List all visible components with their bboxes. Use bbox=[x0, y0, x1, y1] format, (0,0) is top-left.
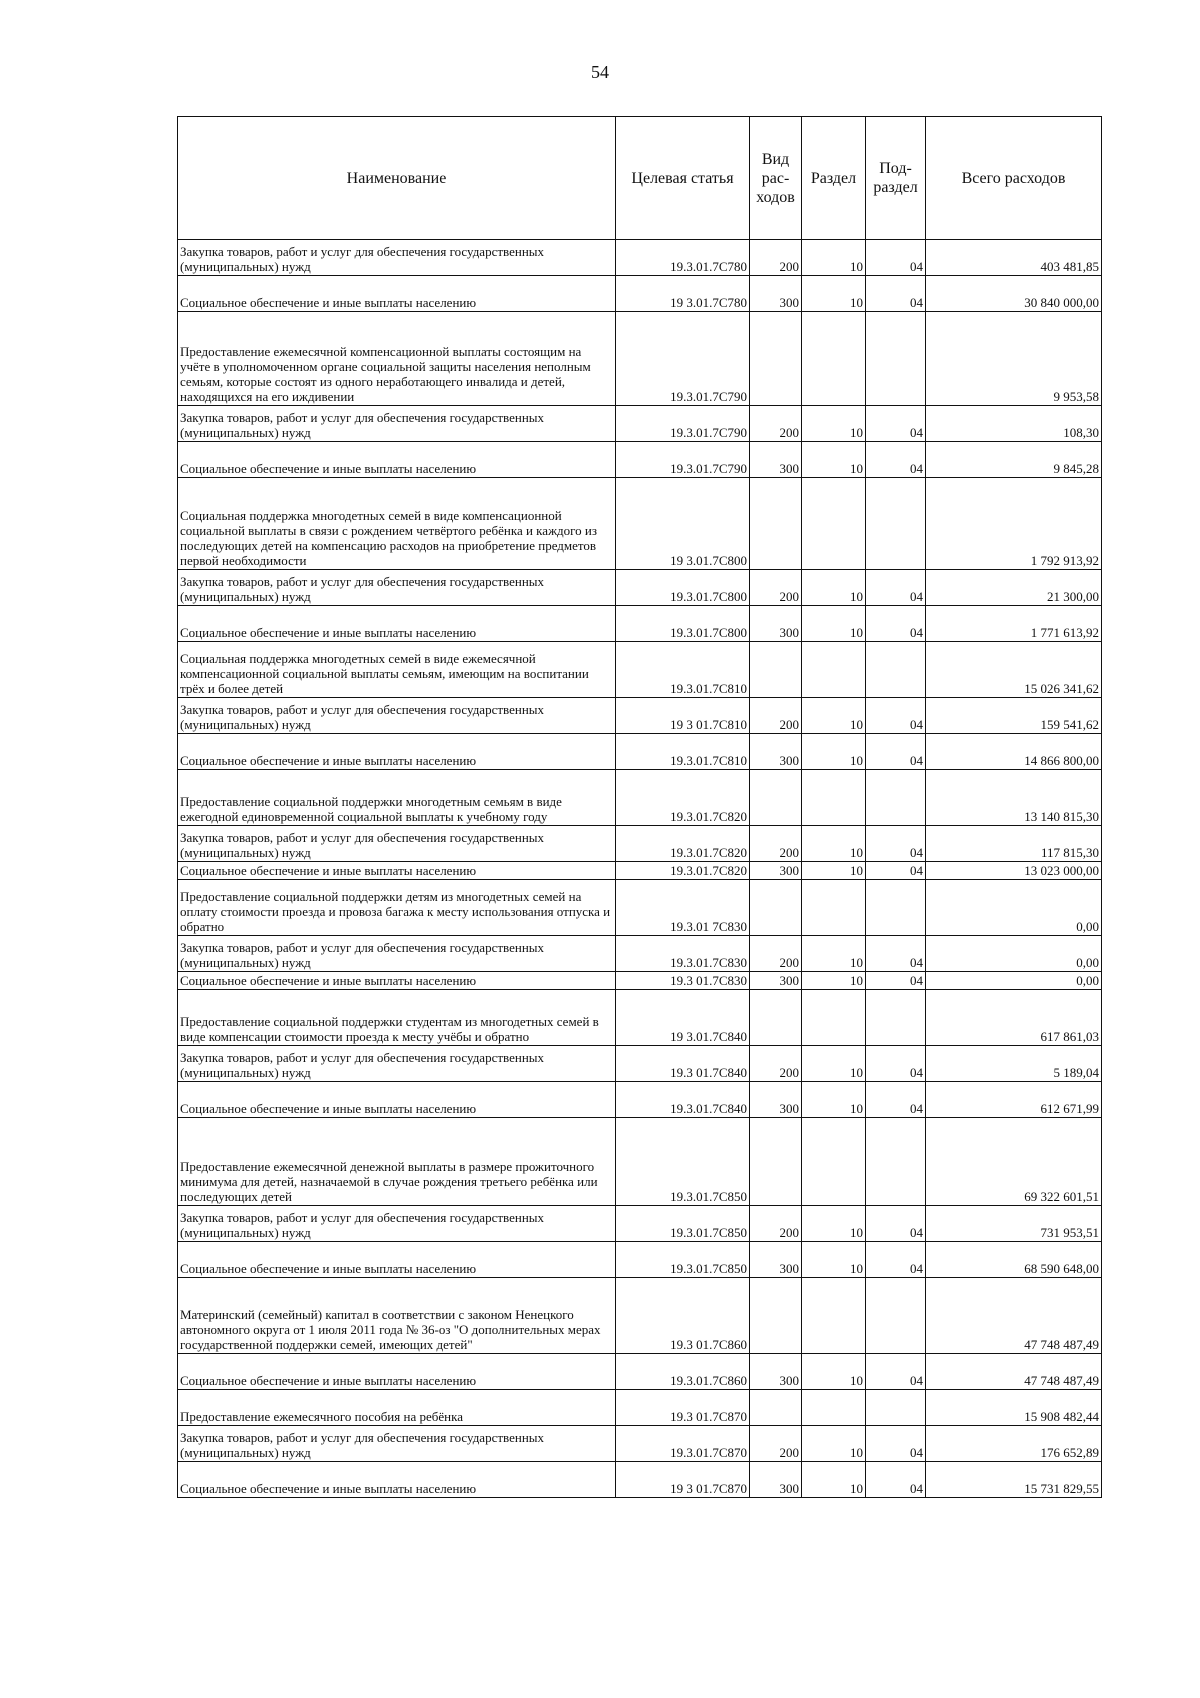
table-row bbox=[178, 1462, 1102, 1498]
row-expense-type: 200 bbox=[750, 1206, 802, 1242]
row-name: Закупка товаров, работ и услуг для обеспечения государственных (муниципальных) нужд bbox=[178, 826, 616, 862]
row-target-article: 19.3.01.7С800 bbox=[616, 606, 750, 642]
row-expense-type: 200 bbox=[750, 936, 802, 972]
row-expense-type: 200 bbox=[750, 1426, 802, 1462]
row-total: 612 671,99 bbox=[926, 1082, 1102, 1118]
row-subsection: 04 bbox=[866, 240, 926, 276]
row-total: 15 908 482,44 bbox=[926, 1390, 1102, 1426]
row-target-article: 19.3.01.7С790 bbox=[616, 442, 750, 478]
row-name: Социальное обеспечение и иные выплаты населению bbox=[178, 276, 616, 312]
row-name: Закупка товаров, работ и услуг для обеспечения государственных (муниципальных) нужд bbox=[178, 936, 616, 972]
row-target-article: 19.3.01.7С810 bbox=[616, 734, 750, 770]
row-total: 47 748 487,49 bbox=[926, 1278, 1102, 1354]
table-row bbox=[178, 770, 1102, 826]
row-section: 10 bbox=[802, 1354, 866, 1390]
table-row bbox=[178, 642, 1102, 698]
row-total: 1 771 613,92 bbox=[926, 606, 1102, 642]
row-expense-type: 200 bbox=[750, 406, 802, 442]
row-name: Социальное обеспечение и иные выплаты населению bbox=[178, 862, 616, 880]
row-section: 10 bbox=[802, 698, 866, 734]
row-subsection: 04 bbox=[866, 570, 926, 606]
row-name: Социальное обеспечение и иные выплаты населению bbox=[178, 1242, 616, 1278]
row-subsection: 04 bbox=[866, 734, 926, 770]
row-target-article: 19.3.01.7С850 bbox=[616, 1118, 750, 1206]
row-name: Закупка товаров, работ и услуг для обеспечения государственных (муниципальных) нужд bbox=[178, 1046, 616, 1082]
row-expense-type bbox=[750, 770, 802, 826]
row-total: 117 815,30 bbox=[926, 826, 1102, 862]
table-row bbox=[178, 1082, 1102, 1118]
row-expense-type: 300 bbox=[750, 606, 802, 642]
row-section bbox=[802, 478, 866, 570]
row-expense-type: 300 bbox=[750, 862, 802, 880]
row-subsection: 04 bbox=[866, 406, 926, 442]
header-section: Раздел bbox=[802, 117, 866, 240]
table-row bbox=[178, 1390, 1102, 1426]
row-name: Социальное обеспечение и иные выплаты населению bbox=[178, 972, 616, 990]
row-expense-type: 300 bbox=[750, 276, 802, 312]
row-section: 10 bbox=[802, 1462, 866, 1498]
row-expense-type: 300 bbox=[750, 1462, 802, 1498]
row-target-article: 19.3.01.7С870 bbox=[616, 1426, 750, 1462]
row-total: 15 731 829,55 bbox=[926, 1462, 1102, 1498]
row-subsection: 04 bbox=[866, 276, 926, 312]
table-row bbox=[178, 1118, 1102, 1206]
row-subsection: 04 bbox=[866, 862, 926, 880]
row-total: 13 023 000,00 bbox=[926, 862, 1102, 880]
row-target-article: 19.3 01.7С840 bbox=[616, 1046, 750, 1082]
row-name: Предоставление социальной поддержки детям из многодетных семей на оплату стоимости проезда и провоза багажа к месту использования отпуска и обратно bbox=[178, 880, 616, 936]
row-section bbox=[802, 1390, 866, 1426]
row-name: Закупка товаров, работ и услуг для обеспечения государственных (муниципальных) нужд bbox=[178, 240, 616, 276]
table-row bbox=[178, 442, 1102, 478]
row-expense-type: 300 bbox=[750, 1242, 802, 1278]
row-total: 0,00 bbox=[926, 936, 1102, 972]
table-row bbox=[178, 990, 1102, 1046]
row-name: Предоставление ежемесячной компенсационной выплаты состоящим на учёте в уполномоченном органе социальной защиты населения неполным семьям, которые состоят из одного неработающего инвалида и детей, находящихся на его иждивении bbox=[178, 312, 616, 406]
row-target-article: 19.3.01.7С820 bbox=[616, 770, 750, 826]
row-total: 5 189,04 bbox=[926, 1046, 1102, 1082]
row-name: Закупка товаров, работ и услуг для обеспечения государственных (муниципальных) нужд bbox=[178, 698, 616, 734]
row-name: Предоставление ежемесячной денежной выплаты в размере прожиточного минимума для детей, назначаемой в случае рождения третьего ребёнка или последующих детей bbox=[178, 1118, 616, 1206]
row-target-article: 19 3.01.7С800 bbox=[616, 478, 750, 570]
row-subsection: 04 bbox=[866, 1462, 926, 1498]
table-row bbox=[178, 276, 1102, 312]
table-header-row bbox=[178, 117, 1102, 240]
row-section: 10 bbox=[802, 1206, 866, 1242]
row-name: Социальное обеспечение и иные выплаты населению bbox=[178, 1082, 616, 1118]
row-name: Предоставление социальной поддержки студентам из многодетных семей в виде компенсации стоимости проезда к месту учёбы и обратно bbox=[178, 990, 616, 1046]
header-type: Вид рас- ходов bbox=[750, 117, 802, 240]
row-expense-type bbox=[750, 1278, 802, 1354]
row-expense-type bbox=[750, 1390, 802, 1426]
row-expense-type: 300 bbox=[750, 734, 802, 770]
row-section bbox=[802, 880, 866, 936]
row-total: 68 590 648,00 bbox=[926, 1242, 1102, 1278]
row-total: 108,30 bbox=[926, 406, 1102, 442]
row-name: Закупка товаров, работ и услуг для обеспечения государственных (муниципальных) нужд bbox=[178, 1206, 616, 1242]
row-name: Социальное обеспечение и иные выплаты населению bbox=[178, 734, 616, 770]
table-row bbox=[178, 698, 1102, 734]
page-number: 54 bbox=[591, 62, 609, 82]
row-section: 10 bbox=[802, 972, 866, 990]
row-section: 10 bbox=[802, 936, 866, 972]
row-target-article: 19.3.01.7С780 bbox=[616, 240, 750, 276]
table-row bbox=[178, 570, 1102, 606]
row-name: Социальная поддержка многодетных семей в виде компенсационной социальной выплаты в связи с рождением четвёртого ребёнка и каждого из последующих детей на компенсацию расходов на приобретение предметов первой необходимости bbox=[178, 478, 616, 570]
row-total: 0,00 bbox=[926, 972, 1102, 990]
row-target-article: 19.3.01.7С840 bbox=[616, 1082, 750, 1118]
header-total: Всего расходов bbox=[926, 117, 1102, 240]
row-total: 0,00 bbox=[926, 880, 1102, 936]
row-target-article: 19 3.01.7С840 bbox=[616, 990, 750, 1046]
table-body bbox=[178, 240, 1102, 1498]
row-section: 10 bbox=[802, 862, 866, 880]
row-subsection bbox=[866, 1390, 926, 1426]
table-row bbox=[178, 606, 1102, 642]
row-subsection: 04 bbox=[866, 1206, 926, 1242]
row-total: 47 748 487,49 bbox=[926, 1354, 1102, 1390]
row-expense-type: 300 bbox=[750, 1354, 802, 1390]
row-section: 10 bbox=[802, 826, 866, 862]
row-name: Социальное обеспечение и иные выплаты населению bbox=[178, 442, 616, 478]
row-section: 10 bbox=[802, 570, 866, 606]
row-expense-type bbox=[750, 1118, 802, 1206]
row-target-article: 19.3.01.7С830 bbox=[616, 936, 750, 972]
row-target-article: 19.3.01.7С860 bbox=[616, 1354, 750, 1390]
row-subsection: 04 bbox=[866, 1354, 926, 1390]
row-target-article: 19.3.01.7С820 bbox=[616, 862, 750, 880]
row-section bbox=[802, 1278, 866, 1354]
row-target-article: 19 3.01.7С780 bbox=[616, 276, 750, 312]
row-target-article: 19.3 01.7С830 bbox=[616, 972, 750, 990]
row-subsection bbox=[866, 1278, 926, 1354]
table-row bbox=[178, 312, 1102, 406]
row-name: Закупка товаров, работ и услуг для обеспечения государственных (муниципальных) нужд bbox=[178, 570, 616, 606]
row-target-article: 19.3.01.7С790 bbox=[616, 406, 750, 442]
row-expense-type bbox=[750, 880, 802, 936]
header-subsection: Под- раздел bbox=[866, 117, 926, 240]
table-row bbox=[178, 936, 1102, 972]
row-expense-type: 200 bbox=[750, 826, 802, 862]
row-subsection bbox=[866, 770, 926, 826]
row-target-article: 19.3.01 7С830 bbox=[616, 880, 750, 936]
row-target-article: 19.3 01.7С860 bbox=[616, 1278, 750, 1354]
row-subsection bbox=[866, 880, 926, 936]
row-section: 10 bbox=[802, 1046, 866, 1082]
row-target-article: 19.3.01.7С850 bbox=[616, 1242, 750, 1278]
row-section bbox=[802, 642, 866, 698]
row-total: 30 840 000,00 bbox=[926, 276, 1102, 312]
row-section: 10 bbox=[802, 1426, 866, 1462]
row-subsection bbox=[866, 312, 926, 406]
budget-table bbox=[177, 116, 1102, 1498]
row-subsection: 04 bbox=[866, 1426, 926, 1462]
row-expense-type: 200 bbox=[750, 240, 802, 276]
row-subsection: 04 bbox=[866, 826, 926, 862]
row-section: 10 bbox=[802, 734, 866, 770]
row-target-article: 19.3.01.7С790 bbox=[616, 312, 750, 406]
row-target-article: 19.3.01.7С800 bbox=[616, 570, 750, 606]
row-section: 10 bbox=[802, 1082, 866, 1118]
table-row bbox=[178, 406, 1102, 442]
row-target-article: 19.3 01.7С870 bbox=[616, 1390, 750, 1426]
table-row bbox=[178, 972, 1102, 990]
row-subsection bbox=[866, 990, 926, 1046]
row-total: 1 792 913,92 bbox=[926, 478, 1102, 570]
row-total: 9 953,58 bbox=[926, 312, 1102, 406]
row-name: Закупка товаров, работ и услуг для обеспечения государственных (муниципальных) нужд bbox=[178, 406, 616, 442]
row-total: 13 140 815,30 bbox=[926, 770, 1102, 826]
row-name: Социальная поддержка многодетных семей в виде ежемесячной компенсационной социальной выплаты семьям, имеющим на воспитании трёх и более детей bbox=[178, 642, 616, 698]
row-section: 10 bbox=[802, 406, 866, 442]
row-target-article: 19 3 01.7С810 bbox=[616, 698, 750, 734]
row-expense-type: 300 bbox=[750, 972, 802, 990]
row-section bbox=[802, 312, 866, 406]
row-total: 403 481,85 bbox=[926, 240, 1102, 276]
row-subsection: 04 bbox=[866, 1242, 926, 1278]
row-expense-type: 200 bbox=[750, 1046, 802, 1082]
row-expense-type: 200 bbox=[750, 570, 802, 606]
row-subsection bbox=[866, 478, 926, 570]
row-total: 731 953,51 bbox=[926, 1206, 1102, 1242]
table-row bbox=[178, 240, 1102, 276]
table-row bbox=[178, 1046, 1102, 1082]
row-expense-type: 300 bbox=[750, 442, 802, 478]
table-row bbox=[178, 478, 1102, 570]
header-article: Целевая статья bbox=[616, 117, 750, 240]
table-row bbox=[178, 826, 1102, 862]
row-section: 10 bbox=[802, 240, 866, 276]
table-row bbox=[178, 1354, 1102, 1390]
row-subsection: 04 bbox=[866, 606, 926, 642]
row-target-article: 19.3.01.7С820 bbox=[616, 826, 750, 862]
row-total: 176 652,89 bbox=[926, 1426, 1102, 1462]
row-expense-type bbox=[750, 990, 802, 1046]
row-total: 159 541,62 bbox=[926, 698, 1102, 734]
row-total: 21 300,00 bbox=[926, 570, 1102, 606]
table-row bbox=[178, 862, 1102, 880]
row-subsection: 04 bbox=[866, 1046, 926, 1082]
row-section: 10 bbox=[802, 276, 866, 312]
row-expense-type bbox=[750, 642, 802, 698]
table-row bbox=[178, 880, 1102, 936]
row-subsection bbox=[866, 1118, 926, 1206]
table-row bbox=[178, 1426, 1102, 1462]
row-total: 617 861,03 bbox=[926, 990, 1102, 1046]
row-expense-type: 300 bbox=[750, 1082, 802, 1118]
row-target-article: 19.3.01.7С810 bbox=[616, 642, 750, 698]
row-section: 10 bbox=[802, 606, 866, 642]
row-total: 15 026 341,62 bbox=[926, 642, 1102, 698]
row-section bbox=[802, 990, 866, 1046]
row-total: 14 866 800,00 bbox=[926, 734, 1102, 770]
row-name: Материнский (семейный) капитал в соответствии с законом Ненецкого автономного округа от 1 июля 2011 года № 36-оз "О дополнительных мерах государственной поддержки семей, имеющих детей" bbox=[178, 1278, 616, 1354]
table-row bbox=[178, 1206, 1102, 1242]
row-subsection: 04 bbox=[866, 972, 926, 990]
table-row bbox=[178, 1242, 1102, 1278]
row-expense-type: 200 bbox=[750, 698, 802, 734]
row-expense-type bbox=[750, 312, 802, 406]
row-section: 10 bbox=[802, 1242, 866, 1278]
row-subsection: 04 bbox=[866, 936, 926, 972]
row-section bbox=[802, 770, 866, 826]
row-name: Социальное обеспечение и иные выплаты населению bbox=[178, 1354, 616, 1390]
row-name: Социальное обеспечение и иные выплаты населению bbox=[178, 606, 616, 642]
row-total: 69 322 601,51 bbox=[926, 1118, 1102, 1206]
row-section: 10 bbox=[802, 442, 866, 478]
header-name: Наименование bbox=[178, 117, 616, 240]
row-name: Закупка товаров, работ и услуг для обеспечения государственных (муниципальных) нужд bbox=[178, 1426, 616, 1462]
row-section bbox=[802, 1118, 866, 1206]
row-subsection bbox=[866, 642, 926, 698]
row-target-article: 19.3.01.7С850 bbox=[616, 1206, 750, 1242]
table-row bbox=[178, 1278, 1102, 1354]
row-subsection: 04 bbox=[866, 1082, 926, 1118]
row-name: Предоставление ежемесячного пособия на ребёнка bbox=[178, 1390, 616, 1426]
row-name: Социальное обеспечение и иные выплаты населению bbox=[178, 1462, 616, 1498]
row-subsection: 04 bbox=[866, 698, 926, 734]
row-total: 9 845,28 bbox=[926, 442, 1102, 478]
row-expense-type bbox=[750, 478, 802, 570]
row-target-article: 19 3 01.7С870 bbox=[616, 1462, 750, 1498]
table-row bbox=[178, 734, 1102, 770]
row-subsection: 04 bbox=[866, 442, 926, 478]
row-name: Предоставление социальной поддержки многодетным семьям в виде ежегодной единовременной социальной выплаты к учебному году bbox=[178, 770, 616, 826]
